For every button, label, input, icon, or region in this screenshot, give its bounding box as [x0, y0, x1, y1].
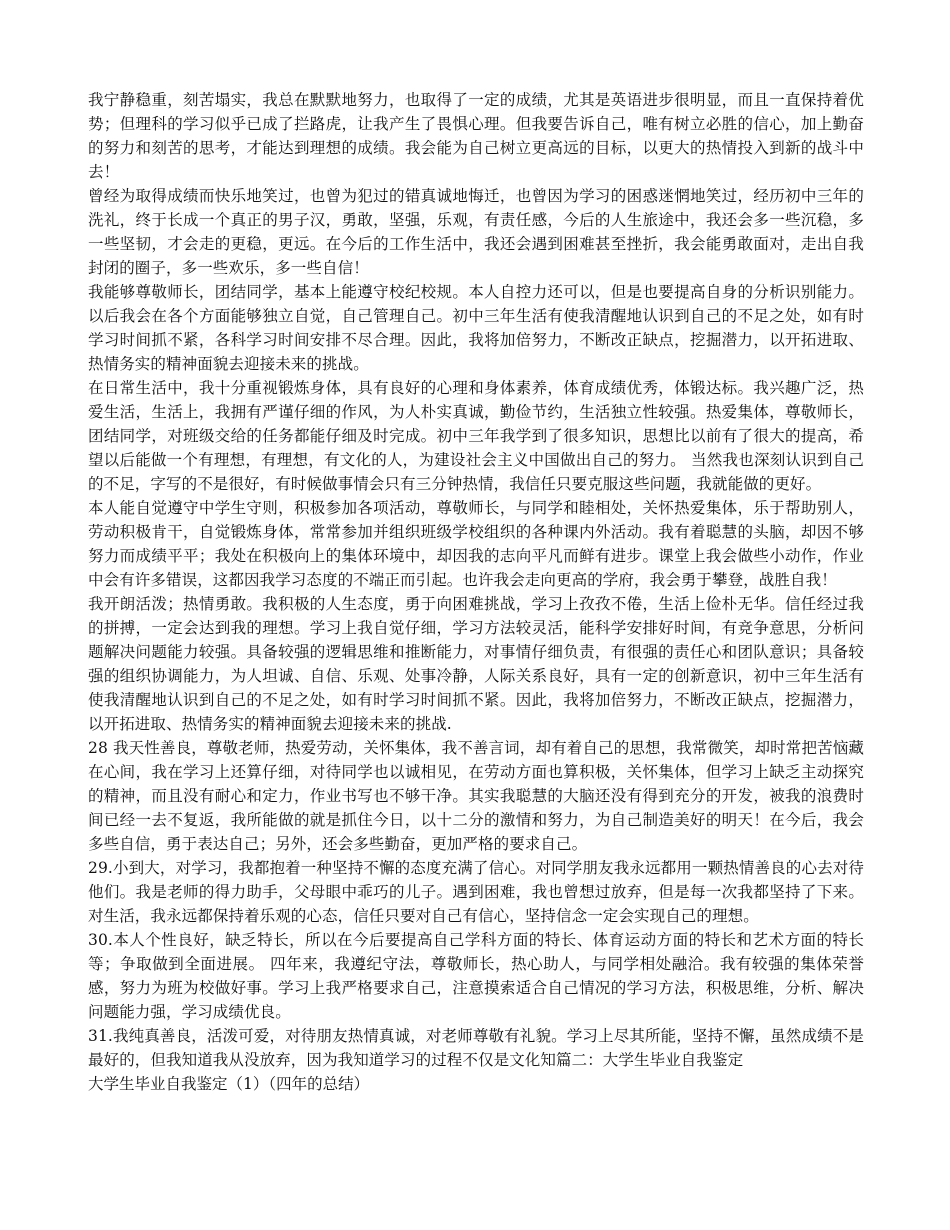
paragraph-28: 28 我天性善良，尊敬老师，热爱劳动，关怀集体，我不善言词，却有着自己的思想，我常微笑，却时常把苦恼藏在心间，我在学习上还算仔细，对待同学也以诚相见，在劳动方面也算积极，关怀集体，但学习上缺乏主动探究的精神，而且没有耐心和定力，作业书写也不够干净。其实我聪慧的大脑还没有得到充分的开发，被我的浪费时间已经一去不复返，我所能做的就是抓住今日，以十二分的激情和努力，为自己制造美好的明天！在今后，我会多些自信，勇于表达自己；另外，还会多些勤奋，更加严格的要求自己。 — [88, 739, 864, 853]
paragraph-5: 本人能自觉遵守中学生守则，积极参加各项活动，尊敬师长，与同学和睦相处，关怀热爱集体，乐于帮助别人，劳动积极肯干，自觉锻炼身体，常常参加并组织班级学校组织的各种课内外活动。我有着聪慧的头脑，却因不够努力而成绩平平；我处在积极向上的集体环境中，却因我的志向平凡而鲜有进步。课堂上我会做些小动作，作业中会有许多错误，这都因我学习态度的不端正而引起。也许我会走向更高的学府，我会勇于攀登，战胜自我！ — [88, 499, 864, 589]
paragraph-2: 曾经为取得成绩而快乐地笑过，也曾为犯过的错真诚地悔迁，也曾因为学习的困惑迷惘地笑过，经历初中三年的洗礼，终于长成一个真正的男子汉，勇敢，坚强，乐观，有责任感，今后的人生旅途中，我还会多一些沉稳，多一些坚韧，才会走的更稳，更远。在今后的工作生活中，我还会遇到困难甚至挫折，我会能勇敢面对，走出自我封闭的圈子，多一些欢乐，多一些自信！ — [88, 187, 864, 277]
paragraph-29: 29.小到大，对学习，我都抱着一种坚持不懈的态度充满了信心。对同学朋友我永远都用一颗热情善良的心去对待他们。我是老师的得力助手，父母眼中乖巧的儿子。遇到困难，我也曾想过放弃，但是每一次我都坚持了下来。对生活，我永远都保持着乐观的心态，信任只要对自己有信心，坚持信念一定会实现自己的理想。 — [88, 859, 864, 925]
paragraph-6: 我开朗活泼；热情勇敢。我积极的人生态度，勇于向困难挑战，学习上孜孜不倦，生活上俭朴无华。信任经过我的拼搏，一定会达到我的理想。学习上我自觉仔细，学习方法较灵活，能科学安排好时间，有竞争意思，分析问题解决问题能力较强。具备较强的逻辑思维和推断能力，对事情仔细负责，有很强的责任心和团队意识；具备较强的组织协调能力，为人坦诚、自信、乐观、处事冷静，人际关系良好，具有一定的创新意识，初中三年生活有使我清醒地认识到自己的不足之处，如有时学习时间抓不紧。因此，我将加倍努力，不断改正缺点，挖掘潜力，以开拓进取、热情务实的精神面貌去迎接未来的挑战. — [88, 595, 864, 733]
document-body — [88, 88, 864, 1096]
paragraph-4: 在日常生活中，我十分重视锻炼身体，具有良好的心理和身体素养，体育成绩优秀，体锻达标。我兴趣广泛，热爱生活，生活上，我拥有严谨仔细的作风，为人朴实真诚，勤俭节约，生活独立性较强。热爱集体，尊敬师长，团结同学，对班级交给的任务都能仔细及时完成。初中三年我学到了很多知识，思想比以前有了很大的提高，希望以后能做一个有理想，有理想，有文化的人，为建设社会主义中国做出自己的努力。 当然我也深刻认识到自己的不足，字写的不是很好，有时候做事情会只有三分钟热情，我信任只要克服这些问题，我就能做的更好。 — [88, 379, 864, 493]
paragraph-30: 30.本人个性良好，缺乏特长，所以在今后要提高自己学科方面的特长、体育运动方面的特长和艺术方面的特长等；争取做到全面进展。 四年来，我遵纪守法，尊敬师长，热心助人，与同学相处融洽。我有较强的集体荣誉感，努力为班为校做好事。学习上我严格要求自己，注意摸索适合自己情况的学习方法，积极思维，分析、解决问题能力强，学习成绩优良。 — [88, 931, 864, 1021]
paragraph-1: 我宁静稳重，刻苦塌实，我总在默默地努力，也取得了一定的成绩，尤其是英语进步很明显，而且一直保持着优势；但理科的学习似乎已成了拦路虎，让我产生了畏惧心理。但我要告诉自己，唯有树立必胜的信心，加上勤奋的努力和刻苦的思考，才能达到理想的成绩。我会能为自己树立更高远的目标，以更大的热情投入到新的战斗中去！ — [88, 91, 864, 181]
section-title: 大学生毕业自我鉴定（1）（四年的总结） — [88, 1075, 370, 1093]
paragraph-31: 31.我纯真善良，活泼可爱，对待朋友热情真诚，对老师尊敬有礼貌。学习上尽其所能，坚持不懈，虽然成绩不是最好的，但我知道我从没放弃，因为我知道学习的过程不仅是文化知篇二：大学生毕业自我鉴定 — [88, 1027, 864, 1069]
paragraph-3: 我能够尊敬师长，团结同学，基本上能遵守校纪校规。本人自控力还可以，但是也要提高自身的分析识别能力。以后我会在各个方面能够独立自觉，自己管理自己。初中三年生活有使我清醒地认识到自己的不足之处，如有时学习时间抓不紧，各科学习时间安排不尽合理。因此，我将加倍努力，不断改正缺点，挖掘潜力，以开拓进取、热情务实的精神面貌去迎接未来的挑战。 — [88, 283, 864, 373]
